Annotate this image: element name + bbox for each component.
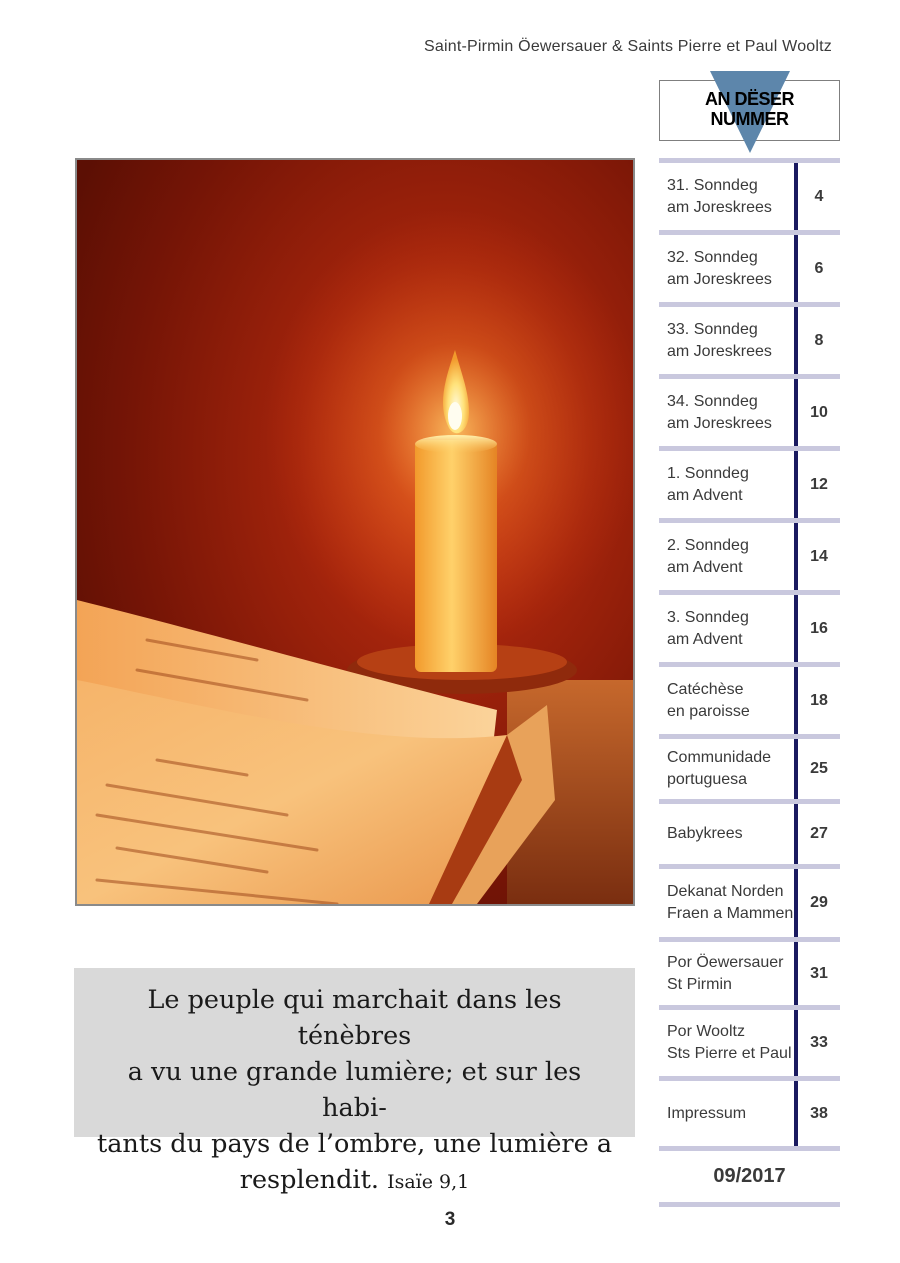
toc-item[interactable] [659, 518, 840, 590]
toc-item-line1: Babykrees [667, 825, 743, 842]
toc-page-number: 10 [810, 403, 828, 421]
toc-item[interactable] [659, 662, 840, 734]
toc-item-line2: am Joreskrees [667, 342, 772, 360]
toc-item-line2: Fraen a Mammen [667, 905, 794, 922]
toc-item[interactable] [659, 864, 840, 937]
toc-item-line1: 32. Sonndeg [667, 248, 758, 266]
toc-item[interactable] [659, 590, 840, 662]
toc-title [660, 89, 839, 129]
toc-item[interactable] [659, 374, 840, 446]
toc-item[interactable] [659, 799, 840, 864]
toc-item-line2: am Advent [667, 630, 743, 648]
toc-page-number: 8 [814, 331, 824, 349]
toc-page-number: 33 [810, 1034, 828, 1051]
quote-reference: Isaïe 9,1 [387, 1171, 470, 1193]
toc-item-line1: Por Öewersauer [667, 953, 784, 971]
toc-item[interactable] [659, 1005, 840, 1076]
toc-item-line2: am Joreskrees [667, 198, 772, 216]
toc-item-label [667, 804, 795, 864]
toc-page-number: 18 [810, 691, 828, 709]
toc-item-line1: 1. Sonndeg [667, 464, 749, 482]
toc-page-number: 4 [814, 187, 824, 205]
toc-item-label [667, 869, 795, 937]
toc-item[interactable] [659, 446, 840, 518]
toc-item-label [667, 379, 795, 446]
toc-item-label [667, 667, 795, 734]
toc-item-label [667, 235, 795, 302]
toc-item-line1: Dekanat Norden [667, 883, 784, 900]
toc-page-number: 12 [810, 475, 828, 493]
candle-photo [75, 158, 635, 906]
quote-line-3: tants du pays de l’ombre, une lumière a [96, 1129, 613, 1159]
toc-item[interactable] [659, 937, 840, 1005]
toc-item-line1: 34. Sonndeg [667, 392, 758, 410]
toc-page-number: 25 [810, 760, 828, 777]
toc-item-line2: St Pirmin [667, 975, 732, 993]
toc-page-number: 31 [810, 964, 828, 982]
toc-item-label [667, 163, 795, 230]
header-parishes: Saint-Pirmin Öewersauer & Saints Pierre et Paul Wooltz [424, 38, 832, 55]
toc-item-label [667, 739, 795, 799]
toc-item[interactable] [659, 1076, 840, 1146]
toc-header [659, 80, 840, 141]
toc-item-line2: portuguesa [667, 771, 748, 788]
candle-book-image [77, 160, 633, 904]
toc-item-label [667, 307, 795, 374]
toc-item-label [667, 451, 795, 518]
toc-page-number: 14 [810, 547, 828, 565]
table-of-contents [659, 158, 840, 1207]
toc-item-label [667, 595, 795, 662]
quote-line-4 [96, 1162, 613, 1200]
toc-item-line1: Impressum [667, 1104, 747, 1122]
quote-line-1: Le peuple qui marchait dans les ténèbres [147, 985, 562, 1051]
toc-item-line1: 31. Sonndeg [667, 176, 758, 194]
toc-item-label [667, 1081, 795, 1146]
toc-page-number: 16 [810, 619, 828, 637]
toc-item-line1: 3. Sonndeg [667, 608, 749, 626]
toc-page-number: 38 [810, 1104, 828, 1122]
quote-line-2: a vu une grande lumière; et sur les habi- [127, 1057, 582, 1123]
toc-item-line1: Catéchèse [667, 680, 744, 698]
toc-item[interactable] [659, 230, 840, 302]
issue-rule [659, 1202, 840, 1207]
toc-item[interactable] [659, 734, 840, 799]
toc-item-line2: am Advent [667, 558, 743, 576]
toc-title-line2: NUMMER [710, 109, 789, 129]
page-number: 3 [444, 1209, 456, 1230]
quote-box [74, 968, 635, 1195]
toc-item-label [667, 523, 795, 590]
toc-item[interactable] [659, 158, 840, 230]
toc-item-line2: en paroisse [667, 702, 750, 720]
issue-number: 09/2017 [713, 1165, 786, 1187]
toc-item[interactable] [659, 302, 840, 374]
toc-item-label [667, 942, 795, 1005]
toc-item-line2: Sts Pierre et Paul [667, 1045, 792, 1062]
toc-title-line1: AN DËSER [704, 89, 794, 109]
toc-page-number: 27 [810, 825, 828, 842]
toc-item-line2: am Joreskrees [667, 270, 772, 288]
toc-item-line2: am Advent [667, 486, 743, 504]
toc-item-line1: Por Wooltz [667, 1023, 745, 1040]
quote-line-4-text: resplendit. [239, 1165, 379, 1195]
toc-item-line1: Communidade [667, 749, 772, 766]
toc-item-line2: am Joreskrees [667, 414, 772, 432]
toc-item-label [667, 1010, 795, 1076]
toc-page-number: 6 [814, 259, 824, 277]
toc-page-number: 29 [810, 894, 828, 911]
toc-item-line1: 33. Sonndeg [667, 320, 758, 338]
toc-item-line1: 2. Sonndeg [667, 536, 749, 554]
